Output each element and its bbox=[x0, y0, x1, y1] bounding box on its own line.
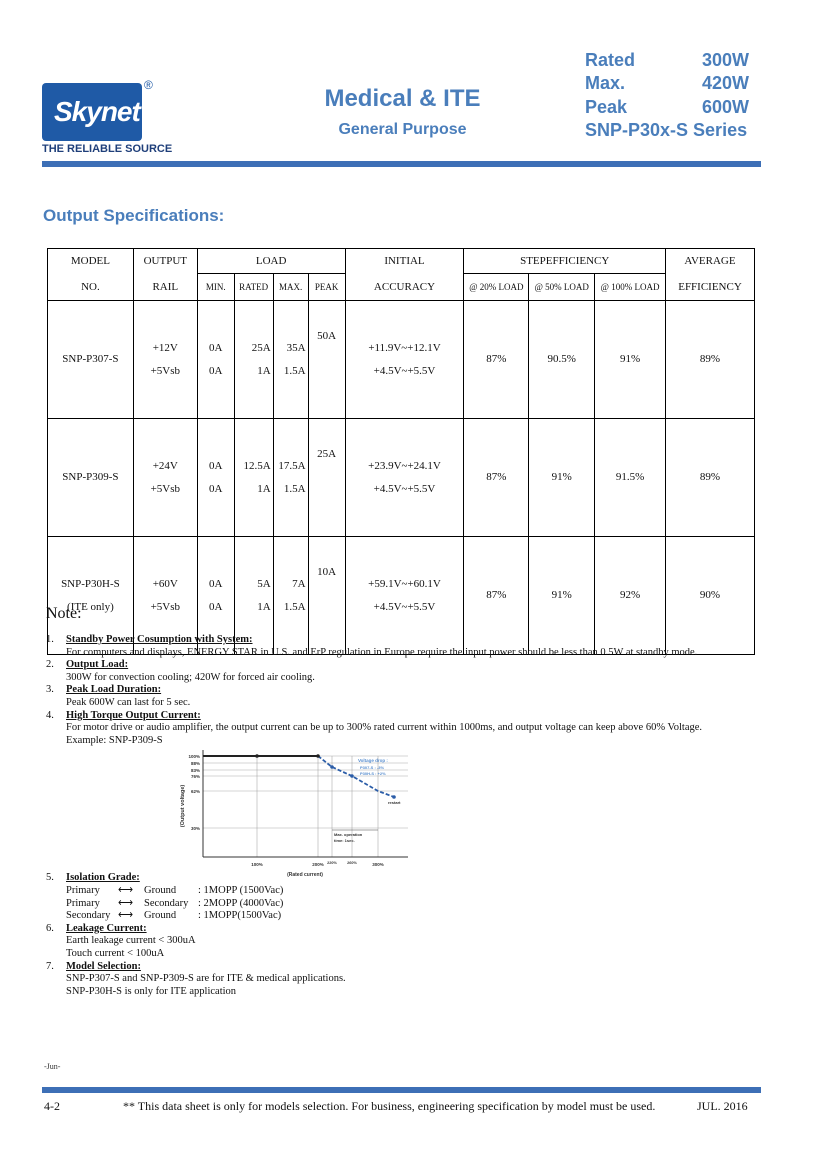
header-average: AVERAGE bbox=[666, 249, 755, 274]
x-axis-label: (Rated current) bbox=[287, 872, 323, 878]
footer-date: JUL. 2016 bbox=[697, 1099, 748, 1113]
header-min: MIN. bbox=[197, 274, 234, 301]
cell-rated: 25A 1A bbox=[234, 301, 273, 419]
header-20-load: @ 20% LOAD bbox=[464, 274, 529, 301]
note-label: Leakage Current: bbox=[66, 922, 147, 934]
note-text: Peak 600W can last for 5 sec. bbox=[66, 696, 191, 708]
isolation-row: Secondary ⟷ Ground : 1MOPP(1500Vac) bbox=[66, 910, 282, 922]
table-row bbox=[48, 301, 755, 419]
cell-eff-100: 91% bbox=[595, 301, 666, 419]
torque-graph bbox=[170, 748, 410, 880]
note-text: 300W for convection cooling; 420W for forced air cooling. bbox=[66, 671, 315, 683]
note-label: Model Selection: bbox=[66, 960, 141, 972]
double-arrow-icon: ⟷ bbox=[118, 884, 134, 896]
note-example: Example: SNP-P309-S bbox=[66, 734, 163, 746]
header-model: MODEL bbox=[48, 249, 134, 274]
note-label: Standby Power Cosumption with System: bbox=[66, 634, 253, 645]
header-rated: RATED bbox=[234, 274, 273, 301]
note-item: 4. High Torque Output Current: For motor drive or audio amplifier, the output current can be up to 300% rated current within 1000ms, and output voltage can keep above 60% Voltage. Example: SNP-P309-S bbox=[46, 710, 702, 873]
y-tick-label: 100% bbox=[188, 754, 200, 759]
cell-eff-50: 90.5% bbox=[529, 301, 595, 419]
x-tick-label: 200% bbox=[312, 862, 324, 867]
cell-peak: 25A bbox=[308, 419, 345, 537]
x-tick-label: 220% bbox=[327, 861, 337, 865]
double-arrow-icon: ⟷ bbox=[118, 910, 134, 922]
spec-peak bbox=[585, 97, 750, 118]
cell-avg: 89% bbox=[666, 419, 755, 537]
note-text: Earth leakage current < 300uA bbox=[66, 935, 196, 947]
y-tick-label: 62% bbox=[190, 789, 200, 794]
cell-eff-50: 91% bbox=[529, 537, 595, 655]
cell-eff-20: 87% bbox=[464, 301, 529, 419]
page-subtitle: General Purpose bbox=[338, 121, 467, 138]
cell-model: SNP-P309-S bbox=[48, 419, 134, 537]
cell-peak: 10A bbox=[308, 537, 345, 655]
legend-line: P307-S : -3% bbox=[360, 765, 385, 770]
tagline: THE RELIABLE SOURCE bbox=[42, 143, 173, 155]
spec-label: Rated bbox=[585, 50, 636, 70]
isolation-row: Primary ⟷ Ground : 1MOPP (1500Vac) bbox=[66, 884, 284, 896]
note-label: High Torque Output Current: bbox=[66, 709, 201, 721]
cell-max: 7A 1.5A bbox=[273, 537, 308, 655]
spec-label: Max. bbox=[585, 73, 626, 93]
note-item: 6. Leakage Current: Earth leakage current < 300uA Touch current < 100uA bbox=[46, 923, 702, 961]
cell-min: 0A 0A bbox=[197, 419, 234, 537]
logo-text: Skynet bbox=[54, 96, 140, 127]
spec-label: Peak bbox=[585, 97, 628, 117]
header-50-load: @ 50% LOAD bbox=[529, 274, 595, 301]
header-peak: PEAK bbox=[308, 274, 345, 301]
spec-max bbox=[585, 73, 750, 94]
y-tick-label: 76% bbox=[190, 774, 200, 779]
y-axis-label: (Output voltage) bbox=[180, 784, 186, 828]
cell-eff-100: 91.5% bbox=[595, 419, 666, 537]
note-text: For computers and displays, ENERGY STAR in U.S. and ErP regulation in Europe require the input power should be less than 0.5W at standby mode. bbox=[66, 646, 698, 658]
cell-rated: 5A 1A bbox=[234, 537, 273, 655]
double-arrow-icon: ⟷ bbox=[118, 897, 134, 909]
cell-peak: 50A bbox=[308, 301, 345, 419]
note-item: 7. Model Selection: SNP-P307-S and SNP-P309-S are for ITE & medical applications. SNP-P30H-S is only for ITE application bbox=[46, 961, 702, 999]
curve-point bbox=[392, 795, 396, 799]
header-rail: RAIL bbox=[133, 274, 197, 301]
cell-eff-20: 87% bbox=[464, 419, 529, 537]
footer-rule bbox=[42, 1087, 761, 1093]
note-item: 2. Output Load: 300W for convection cooling; 420W for forced air cooling. bbox=[46, 659, 702, 684]
output-spec-table bbox=[47, 248, 755, 655]
cell-eff-20: 87% bbox=[464, 537, 529, 655]
cell-rail: +24V +5Vsb bbox=[133, 419, 197, 537]
cell-accuracy: +11.9V~+12.1V +4.5V~+5.5V bbox=[345, 301, 464, 419]
cell-avg: 89% bbox=[666, 301, 755, 419]
note-label: Peak Load Duration: bbox=[66, 684, 162, 696]
cell-min: 0A 0A bbox=[197, 537, 234, 655]
page-number: 4-2 bbox=[44, 1099, 60, 1113]
annotation-line: time: 1sec. bbox=[334, 838, 355, 843]
cell-rail: +60V +5Vsb bbox=[133, 537, 197, 655]
annotation-line: Max. operation bbox=[334, 832, 363, 837]
header-rule bbox=[42, 161, 761, 167]
header-initial: INITIAL bbox=[345, 249, 464, 274]
note-item: 3. Peak Load Duration: Peak 600W can last for 5 sec. bbox=[46, 684, 702, 709]
footer-note: ** This data sheet is only for models selection. For business, engineering specification by model must be used. bbox=[123, 1099, 656, 1113]
spec-value: 420W bbox=[702, 73, 750, 93]
spec-rated bbox=[585, 50, 750, 71]
note-label: Output Load: bbox=[66, 659, 129, 671]
legend-line: Voltage drop : bbox=[358, 758, 388, 763]
curve-point bbox=[255, 754, 259, 758]
registered-mark: ® bbox=[144, 78, 153, 92]
y-tick-label: 30% bbox=[190, 826, 200, 831]
spec-value: 300W bbox=[702, 50, 750, 70]
cell-rated: 12.5A 1A bbox=[234, 419, 273, 537]
isolation-row: Primary ⟷ Secondary : 2MOPP (4000Vac) bbox=[66, 897, 284, 909]
legend-line: P30H-S : +2% bbox=[360, 771, 386, 776]
note-text: Touch current < 100uA bbox=[66, 947, 165, 959]
cell-max: 17.5A 1.5A bbox=[273, 419, 308, 537]
y-tick-label: 88% bbox=[190, 761, 200, 766]
note-item: 5. Isolation Grade: Primary ⟷ Ground : 1MOPP (1500Vac) Primary ⟷ Secondary : 2MOPP (4000Vac) Secondary ⟷ Ground : 1MOPP(1500Vac) bbox=[46, 872, 702, 922]
notes-heading: Note: bbox=[46, 605, 82, 622]
header-max: MAX. bbox=[273, 274, 308, 301]
cell-accuracy: +59.1V~+60.1V +4.5V~+5.5V bbox=[345, 537, 464, 655]
cell-model: SNP-P30H-S (ITE only) bbox=[48, 537, 134, 655]
cell-avg: 90% bbox=[666, 537, 755, 655]
cell-max: 35A 1.5A bbox=[273, 301, 308, 419]
header-model-no: NO. bbox=[48, 274, 134, 301]
header-accuracy: ACCURACY bbox=[345, 274, 464, 301]
cell-model: SNP-P307-S bbox=[48, 301, 134, 419]
cell-min: 0A 0A bbox=[197, 301, 234, 419]
curve-point bbox=[330, 765, 334, 769]
header-output: OUTPUT bbox=[133, 249, 197, 274]
y-tick-label: 83% bbox=[190, 768, 200, 773]
spec-value: 600W bbox=[702, 97, 750, 117]
note-text: For motor drive or audio amplifier, the output current can be up to 300% rated current within 1000ms, and output voltage can keep above 60% Voltage. bbox=[66, 722, 703, 734]
cell-eff-100: 92% bbox=[595, 537, 666, 655]
header-step-efficiency: STEPEFFICIENCY bbox=[464, 249, 666, 274]
cell-rail: +12V +5Vsb bbox=[133, 301, 197, 419]
note-label: Isolation Grade: bbox=[66, 872, 140, 884]
x-tick-label: 260% bbox=[347, 861, 357, 865]
header-100-load: @ 100% LOAD bbox=[595, 274, 666, 301]
note-text: SNP-P30H-S is only for ITE application bbox=[66, 985, 237, 997]
page-title: Medical & ITE bbox=[324, 85, 481, 112]
table-row bbox=[48, 419, 755, 537]
curve-point bbox=[316, 754, 320, 758]
section-title: Output Specifications: bbox=[43, 206, 225, 225]
page-mark: -Jun- bbox=[44, 1062, 61, 1071]
cell-eff-50: 91% bbox=[529, 419, 595, 537]
cell-accuracy: +23.9V~+24.1V +4.5V~+5.5V bbox=[345, 419, 464, 537]
note-text: SNP-P307-S and SNP-P309-S are for ITE & medical applications. bbox=[66, 973, 346, 985]
x-tick-label: 300% bbox=[372, 862, 384, 867]
curve-point bbox=[350, 774, 354, 778]
x-tick-label: 100% bbox=[251, 862, 263, 867]
series-name: SNP-P30x-S Series bbox=[585, 120, 748, 140]
header-efficiency: EFFICIENCY bbox=[666, 274, 755, 301]
header-load: LOAD bbox=[197, 249, 345, 274]
restart-label: restart bbox=[388, 800, 401, 805]
note-item: 1. Standby Power Cosumption with System: For computers and displays, ENERGY STAR in U.S. and ErP regulation in Europe require the input power should be less than 0.5W at standby mode. bbox=[46, 634, 702, 659]
